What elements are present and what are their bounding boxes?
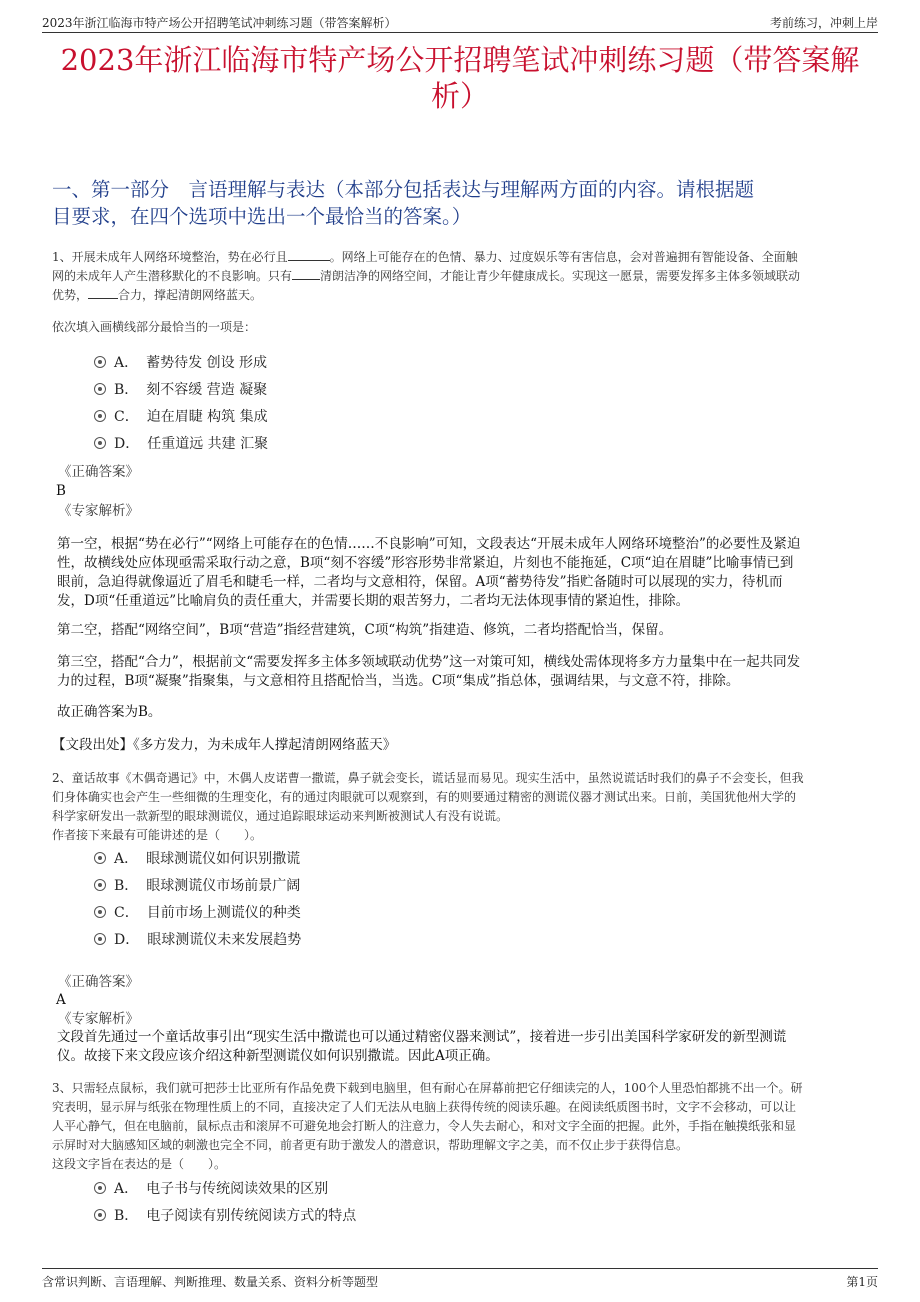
radio-icon[interactable] [94,437,106,449]
question-3-line: 示屏时对大脑感知区域的刺激也完全不同，前者更有助于激发人的潜意识，帮助理解文字之美，而不仅止步于获得信息。 [52,1138,689,1152]
answer-label: 《正确答案》 [58,974,139,990]
title-line-1: 2023年浙江临海市特产场公开招聘笔试冲刺练习题（带答案解 [60,43,860,77]
question-3-line: 3、只需轻点鼠标，我们就可把莎士比亚所有作品免费下载到电脑里，但有耐心在屏幕前把它仔细读完的人，100个人里恐怕都挑不出一个。研 [52,1081,803,1095]
analysis-line: 文段首先通过一个童话故事引出“现实生活中撒谎也可以通过精密仪器来测试”，接着进一步引出美国科学家研发的新型测谎 [57,1029,787,1045]
analysis-line: 力的过程，B项“凝聚”指聚集，与文意相符且搭配恰当，当选。C项“集成”指总体，强调结果，与文意不符，排除。 [57,673,740,689]
fill-blank [288,248,330,261]
question-2-option-a[interactable]: A． 眼球测谎仪如何识别撒谎 [94,849,300,869]
question-2-option-c[interactable]: C． 目前市场上测谎仪的种类 [94,903,301,923]
analysis-label: 《专家解析》 [58,503,139,519]
radio-icon[interactable] [94,852,106,864]
section-heading-line-2: 目要求，在四个选项中选出一个最恰当的答案。） [52,205,472,228]
question-1-conclusion: 故正确答案为B。 [57,704,162,720]
question-3-prompt: 这段文字旨在表达的是（ ）。 [52,1157,227,1171]
page-header [42,12,878,33]
analysis-line: 第一空，根据“势在必行”“网络上可能存在的色情……不良影响”可知，文段表达“开展未成年人网络环境整治”的必要性及紧迫 [57,536,801,552]
question-1-option-b[interactable]: B． 刻不容缓 营造 凝聚 [94,380,267,400]
radio-icon[interactable] [94,356,106,368]
page-number: 第1页 [846,1275,878,1289]
radio-icon[interactable] [94,879,106,891]
header-title: 2023年浙江临海市特产场公开招聘笔试冲刺练习题（带答案解析） [42,16,397,30]
question-1-analysis-para-1 [57,535,868,611]
header-slogan: 考前练习，冲刺上岸 [769,16,878,30]
fill-blank [88,286,118,299]
question-1-line: 网的未成年人产生潜移默化的不良影响。只有 清朗洁净的网络空间，才能让青少年健康成长。实现这一愿景，需要发挥多主体多领域联动 [52,269,801,283]
question-1-option-c[interactable]: C． 迫在眉睫 构筑 集成 [94,407,268,427]
question-3-option-a[interactable]: A． 电子书与传统阅读效果的区别 [94,1179,328,1199]
question-3-stem [52,1079,870,1174]
question-3-option-b[interactable]: B． 电子阅读有别传统阅读方式的特点 [94,1206,356,1226]
question-2-line: 们身体确实也会产生一些细微的生理变化，有的通过肉眼就可以观察到，有的则要通过精密的测谎仪器才测试出来。日前，美国犹他州大学的 [52,790,797,804]
analysis-line: 发，D项“任重道远”比喻肩负的责任重大，并需要长期的艰苦努力，二者均无法体现事情的紧迫性，排除。 [57,593,690,609]
document-title [50,42,870,114]
analysis-label: 《专家解析》 [58,1011,139,1027]
question-3-line: 究表明，显示屏与纸张在物理性质上的不同，直接决定了人们无法从电脑上获得传统的阅读乐趣。在阅读纸质图书时，文字不会移动，可以让 [52,1100,797,1114]
question-2-stem [52,769,870,845]
radio-icon[interactable] [94,1209,106,1221]
answer-label: 《正确答案》 [58,464,139,480]
question-3-line: 人平心静气，但在电脑前，鼠标点击和滚屏不可避免地会打断人的注意力，令人失去耐心，和对文字全面的把握。此外，手指在触摸纸张和显 [52,1119,797,1133]
title-line-2: 析） [430,79,489,113]
section-heading-line-1: 一、第一部分 言语理解与表达（本部分包括表达与理解两方面的内容。请根据题 [52,178,755,201]
question-2-prompt: 作者接下来最有可能讲述的是（ ）。 [52,828,263,842]
question-2-analysis [57,1028,868,1066]
question-1-line: 1、开展未成年人网络环境整治，势在必行且 。网络上可能存在的色情、暴力、过度娱乐等有害信息，会对普遍拥有智能设备、全面触 [52,250,798,264]
section-heading [52,176,870,230]
question-2-option-b[interactable]: B． 眼球测谎仪市场前景广阔 [94,876,300,896]
fill-blank [292,267,320,280]
page-footer [42,1268,878,1291]
radio-icon[interactable] [94,383,106,395]
radio-icon[interactable] [94,410,106,422]
question-2-line: 2、童话故事《木偶奇遇记》中，木偶人皮诺曹一撒谎，鼻子就会变长，谎话显而易见。现实生活中，虽然说谎话时我们的鼻子不会变长，但我 [52,771,804,785]
question-2-answer: A [56,992,66,1008]
question-1-line: 优势， 合力，撑起清朗网络蓝天。 [52,288,263,302]
question-2-line: 科学家研发出一款新型的眼球测谎仪，通过追踪眼球运动来判断被测试人有没有说谎。 [52,809,509,823]
radio-icon[interactable] [94,1182,106,1194]
analysis-line: 仪。故接下来文段应该介绍这种新型测谎仪如何识别撒谎。因此A项正确。 [57,1048,499,1064]
question-1-prompt: 依次填入画横线部分最恰当的一项是： [52,320,257,334]
analysis-line: 第三空，搭配“合力”，根据前文“需要发挥多主体多领域联动优势”这一对策可知，横线处需体现将多方力量集中在一起共同发 [57,654,801,670]
analysis-line: 性，故横线处应体现亟需采取行动之意，B项“刻不容缓”形容形势非常紧迫，片刻也不能拖延，C项“迫在眉睫”比喻事情已到 [57,555,794,571]
footer-description: 含常识判断、言语理解、判断推理、数量关系、资料分析等题型 [42,1275,379,1289]
radio-icon[interactable] [94,933,106,945]
question-1-answer: B [56,483,66,499]
question-2-option-d[interactable]: D． 眼球测谎仪未来发展趋势 [94,930,301,950]
radio-icon[interactable] [94,906,106,918]
question-1-analysis-para-3 [57,653,868,691]
analysis-line: 眼前，急迫得就像逼近了眉毛和睫毛一样，二者均与文意相符，保留。A项“蓄势待发”指贮备随时可以展现的实力，待机而 [57,574,783,590]
question-1-option-a[interactable]: A． 蓄势待发 创设 形成 [94,353,267,373]
question-1-source: 【文段出处】《多方发力，为未成年人撑起清朗网络蓝天》 [52,737,397,753]
question-1-stem [52,248,870,305]
question-1-option-d[interactable]: D． 任重道远 共建 汇聚 [94,434,268,454]
question-1-analysis-para-2: 第二空，搭配“网络空间”，B项“营造”指经营建筑，C项“构筑”指建造、修筑，二者均搭配恰当，保留。 [57,622,673,638]
